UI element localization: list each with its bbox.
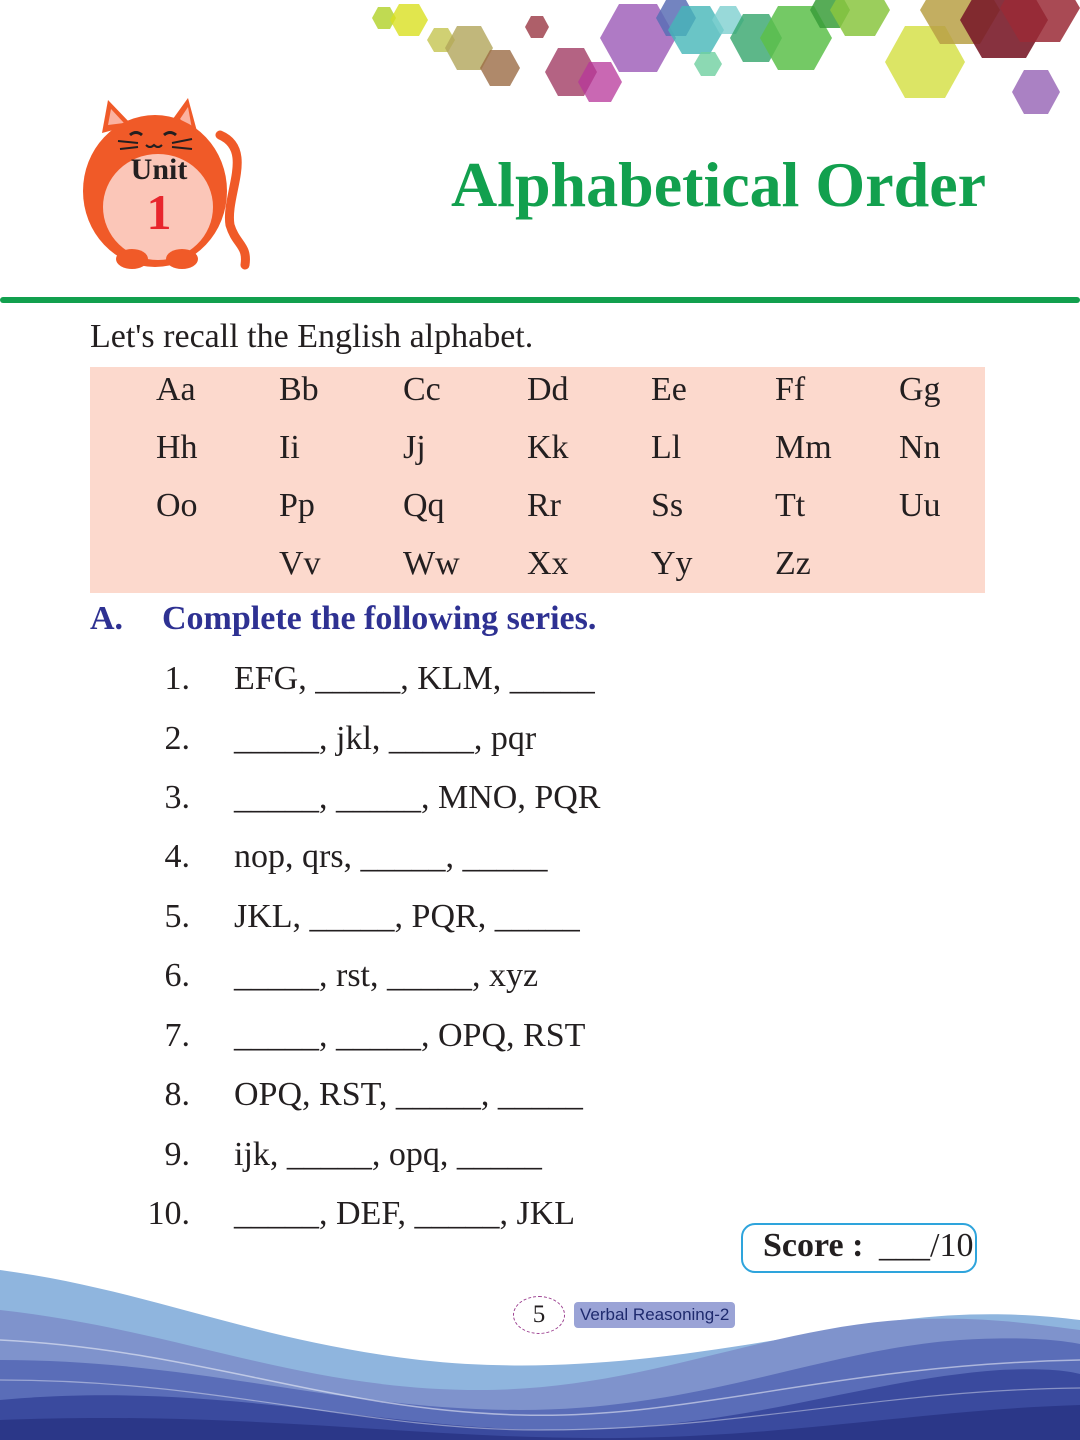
alphabet-letter: Aa <box>156 371 196 408</box>
alphabet-letter: Xx <box>527 545 569 582</box>
question-text[interactable]: ijk, _____, opq, _____ <box>234 1136 542 1173</box>
alphabet-letter: Ss <box>651 487 684 524</box>
question-number: 2. <box>164 720 190 757</box>
alphabet-letter: Ll <box>651 429 682 466</box>
score-value[interactable]: ___/10 <box>879 1227 974 1264</box>
question-text[interactable]: _____, DEF, _____, JKL <box>234 1195 576 1232</box>
alphabet-letter: Cc <box>403 371 441 408</box>
section-heading <box>90 600 596 638</box>
question-text[interactable]: _____, _____, OPQ, RST <box>234 1017 586 1054</box>
question-number: 5. <box>164 898 190 935</box>
question-text[interactable]: _____, rst, _____, xyz <box>234 957 539 994</box>
title-divider <box>0 297 1080 303</box>
alphabet-letter: Vv <box>279 545 321 582</box>
question-number: 9. <box>164 1136 190 1173</box>
question-text[interactable]: _____, _____, MNO, PQR <box>234 779 601 816</box>
question-row <box>140 957 539 995</box>
alphabet-letter: Tt <box>775 487 806 524</box>
question-row <box>140 1017 586 1055</box>
alphabet-letter: Hh <box>156 429 198 466</box>
alphabet-letter: Nn <box>899 429 941 466</box>
alphabet-letter: Ff <box>775 371 806 408</box>
question-row <box>140 898 580 936</box>
alphabet-table <box>90 367 985 593</box>
question-number: 7. <box>164 1017 190 1054</box>
book-title-tag: Verbal Reasoning-2 <box>574 1302 735 1328</box>
alphabet-letter: Dd <box>527 371 569 408</box>
alphabet-letter: Mm <box>775 429 832 466</box>
question-text[interactable]: JKL, _____, PQR, _____ <box>234 898 580 935</box>
question-text[interactable]: OPQ, RST, _____, _____ <box>234 1076 583 1113</box>
question-row <box>140 838 548 876</box>
alphabet-letter: Uu <box>899 487 941 524</box>
alphabet-letter: Yy <box>651 545 693 582</box>
question-text[interactable]: _____, jkl, _____, pqr <box>234 720 537 757</box>
question-row <box>140 1195 576 1233</box>
alphabet-letter: Ii <box>279 429 300 466</box>
section-instruction: Complete the following series. <box>162 600 597 637</box>
alphabet-letter: Zz <box>775 545 811 582</box>
alphabet-letter: Gg <box>899 371 941 408</box>
question-number: 3. <box>164 779 190 816</box>
question-row <box>140 1136 542 1174</box>
section-letter: A. <box>90 600 124 637</box>
alphabet-letter: Kk <box>527 429 569 466</box>
question-row <box>140 720 537 758</box>
alphabet-letter: Ee <box>651 371 687 408</box>
alphabet-letter: Qq <box>403 487 445 524</box>
question-number: 10. <box>147 1195 190 1232</box>
score-label: Score : <box>763 1227 864 1264</box>
question-row <box>140 660 595 698</box>
score-box <box>741 1223 977 1273</box>
alphabet-letter: Oo <box>156 487 198 524</box>
unit-label: Unit <box>130 153 188 186</box>
alphabet-letter: Jj <box>403 429 426 466</box>
page-title: Alphabetical Order <box>450 149 986 220</box>
unit-badge <box>80 95 255 275</box>
alphabet-letter: Rr <box>527 487 561 524</box>
question-number: 4. <box>164 838 190 875</box>
question-number: 6. <box>164 957 190 994</box>
question-row <box>140 779 601 817</box>
question-number: 8. <box>164 1076 190 1113</box>
question-number: 1. <box>164 660 190 697</box>
intro-text: Let's recall the English alphabet. <box>90 318 534 355</box>
question-row <box>140 1076 583 1114</box>
alphabet-letter: Bb <box>279 371 319 408</box>
alphabet-letter: Ww <box>403 545 460 582</box>
question-text[interactable]: EFG, _____, KLM, _____ <box>234 660 595 697</box>
page-number: 5 <box>513 1296 565 1334</box>
question-text[interactable]: nop, qrs, _____, _____ <box>234 838 548 875</box>
unit-number: 1 <box>146 184 172 240</box>
alphabet-letter: Pp <box>279 487 315 524</box>
